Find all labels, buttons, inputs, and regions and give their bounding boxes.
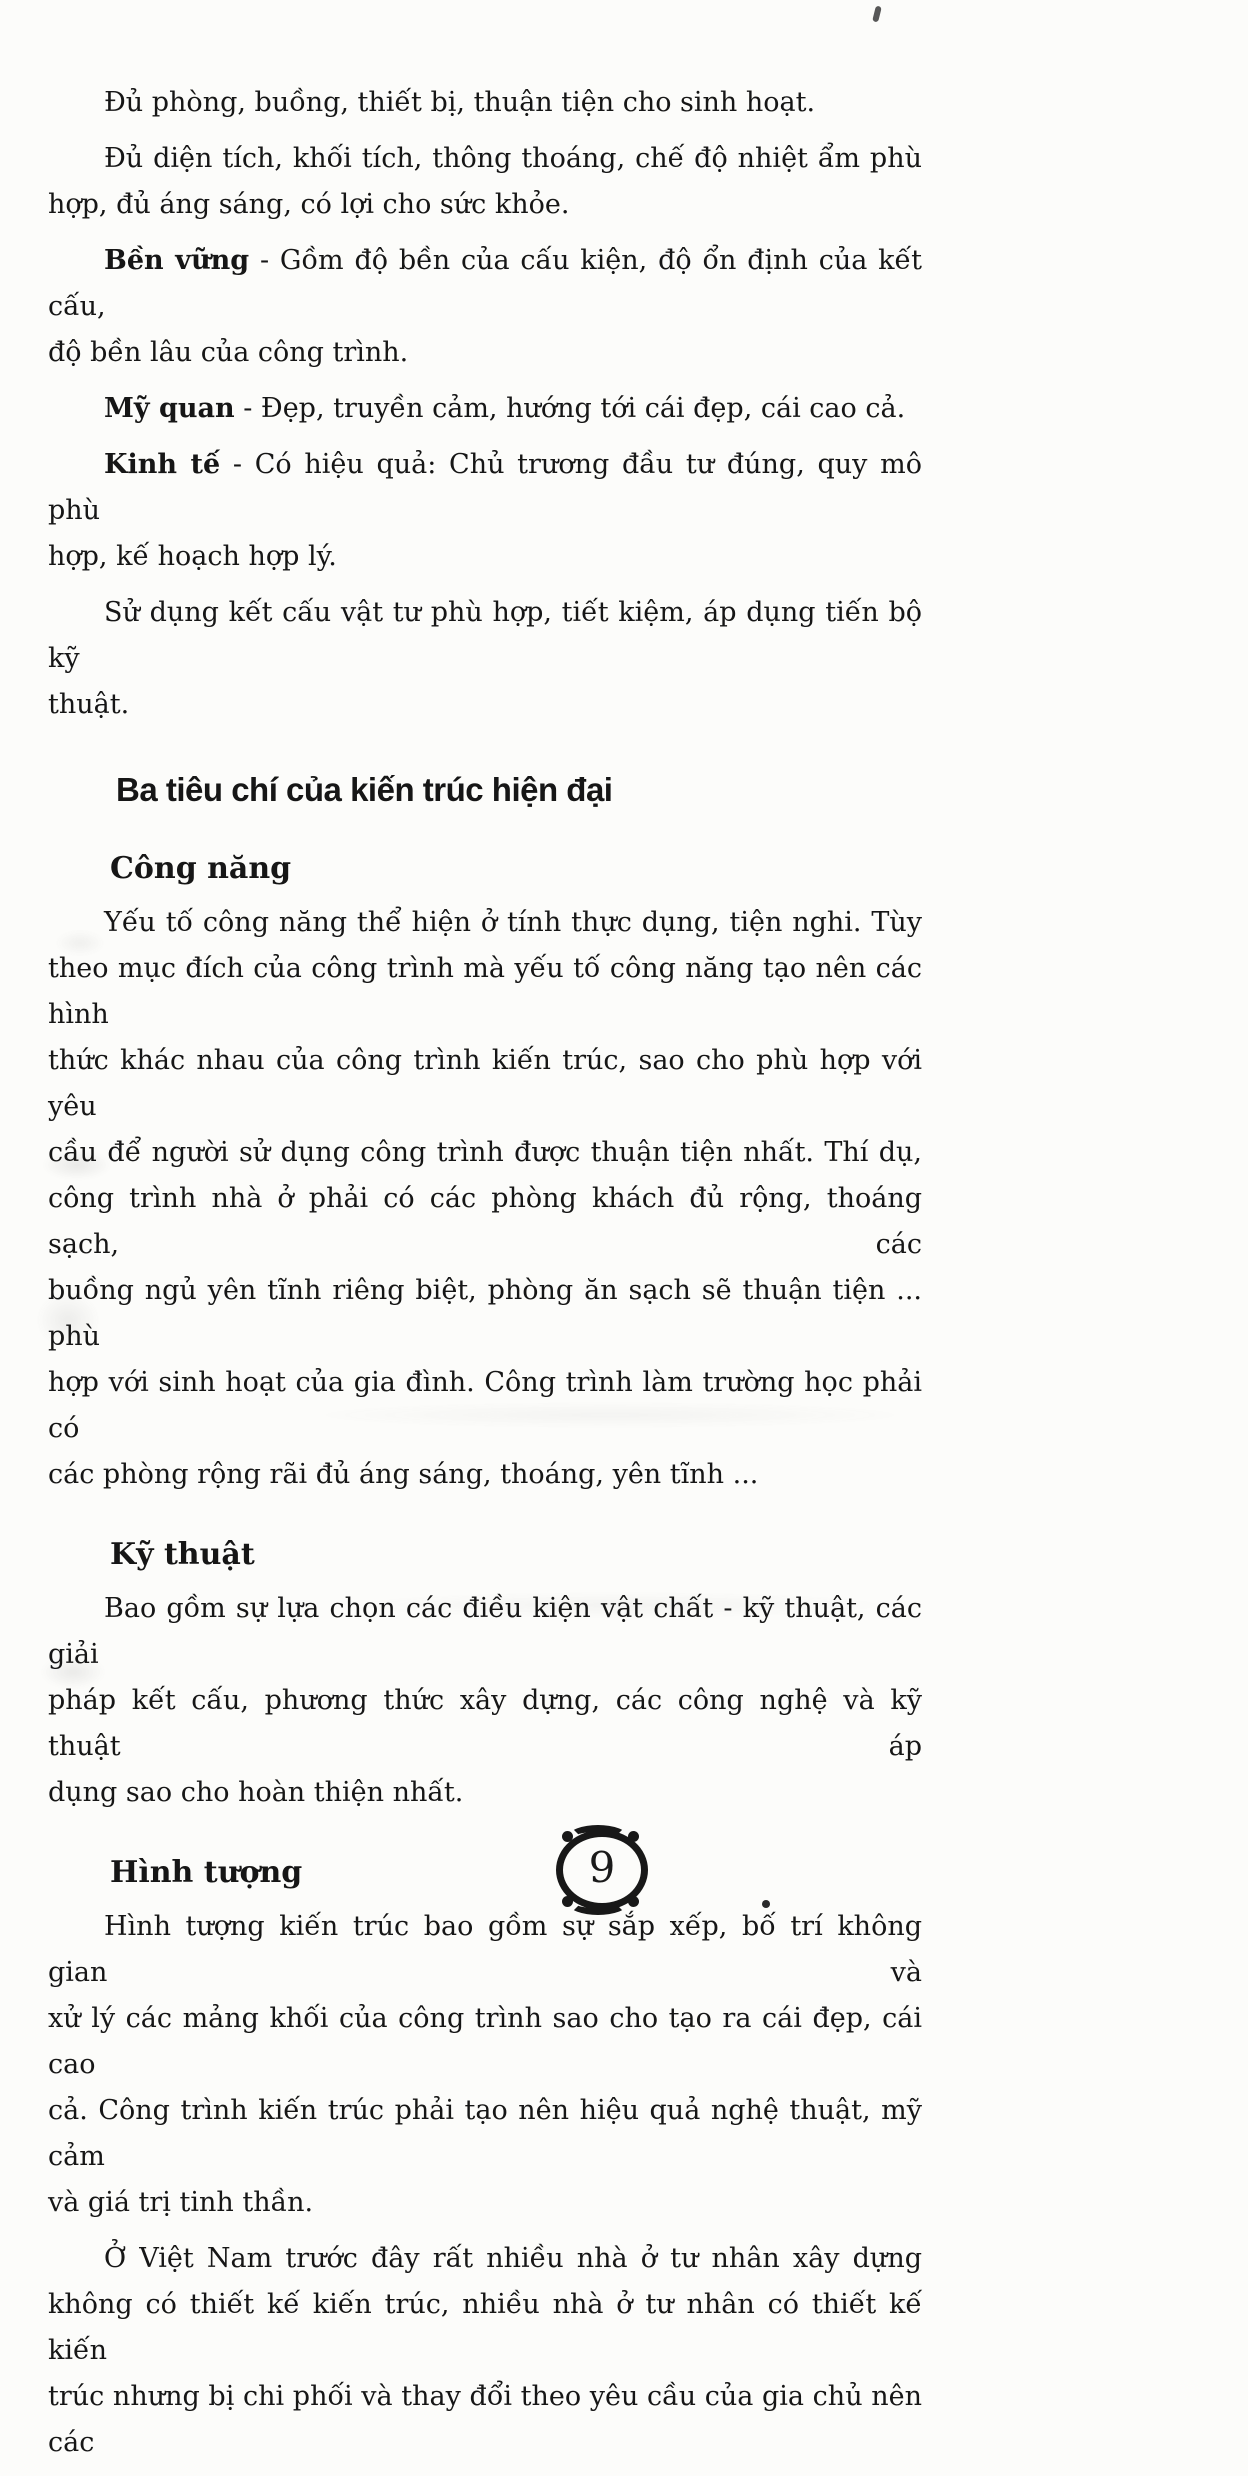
section-heading — [48, 1532, 922, 1578]
text-line: cả. Công trình kiến trúc phải tạo nên hiệu quả nghệ thuật, mỹ cảm — [48, 2095, 922, 2172]
text-line: cầu để người sử dụng công trình được thuận tiện nhất. Thí dụ, — [48, 1137, 922, 1168]
text-line: Ba tiêu chí của kiến trúc hiện đại — [116, 771, 613, 808]
paragraph — [48, 1904, 922, 2226]
text-line: Công năng — [110, 851, 292, 886]
text-line: dụng sao cho hoàn thiện nhất. — [48, 1777, 464, 1808]
section-heading — [48, 1850, 922, 1896]
text-line: công trình nhà ở phải có các phòng khách đủ rộng, thoáng sạch, các — [48, 1183, 922, 1260]
text-line: thuật. — [48, 689, 130, 720]
paragraph — [48, 590, 922, 728]
paragraph — [48, 136, 922, 228]
page-number: 9 — [588, 1843, 616, 1892]
text-line: pháp kết cấu, phương thức xây dựng, các công nghệ và kỹ thuật áp — [48, 1685, 922, 1762]
text-line: xử lý các mảng khối của công trình sao cho tạo ra cái đẹp, cái cao — [48, 2003, 922, 2080]
bold-lead: Kinh tế — [104, 449, 221, 480]
text-line: Đủ diện tích, khối tích, thông thoáng, chế độ nhiệt ẩm phù — [104, 143, 922, 174]
ornament-arc-bottom — [569, 1893, 627, 1915]
text-line: các phòng rộng rãi đủ áng sáng, thoáng, yên tĩnh ... — [48, 1459, 759, 1490]
text-line: Yếu tố công năng thể hiện ở tính thực dụng, tiện nghi. Tùy — [104, 907, 922, 938]
text-line — [48, 442, 922, 534]
ornament-dot — [628, 1896, 639, 1907]
paragraph — [48, 80, 922, 126]
text-line: Bao gồm sự lựa chọn các điều kiện vật chất - kỹ thuật, các giải — [48, 1593, 922, 1670]
text-line: Ở Việt Nam trước đây rất nhiều nhà ở tư nhân xây dựng — [104, 2243, 922, 2274]
text-line: buồng ngủ yên tĩnh riêng biệt, phòng ăn sạch sẽ thuận tiện ... phù — [48, 1275, 922, 1352]
text-line: và giá trị tinh thần. — [48, 2187, 314, 2218]
paragraph — [48, 2236, 922, 2466]
text-line: thức khác nhau của công trình kiến trúc, sao cho phù hợp với yêu — [48, 1045, 922, 1122]
ornament-dot — [562, 1896, 573, 1907]
text-line: Hình tượng — [110, 1855, 303, 1890]
text-line — [48, 238, 922, 330]
ornament-dot — [628, 1831, 639, 1842]
text-line — [48, 386, 922, 432]
text-line: theo mục đích của công trình mà yếu tố công năng tạo nên các hình — [48, 953, 922, 1030]
bold-lead: Mỹ quan — [104, 393, 235, 424]
page-number-ornament — [556, 1830, 648, 1910]
section-heading — [48, 846, 922, 892]
ornament-dot — [562, 1831, 573, 1842]
scan-speck-icon — [872, 6, 882, 23]
paragraph — [48, 238, 922, 376]
document-content — [48, 80, 922, 2476]
text-line: hợp, đủ áng sáng, có lợi cho sức khỏe. — [48, 189, 570, 220]
text-line: trúc nhưng bị chi phối và thay đổi theo yêu cầu của gia chủ nên các — [48, 2381, 922, 2458]
section-heading — [48, 768, 922, 812]
text-line: Kỹ thuật — [110, 1537, 255, 1572]
text-line: độ bền lâu của công trình. — [48, 337, 409, 368]
text-line: không có thiết kế kiến trúc, nhiều nhà ở tư nhân có thiết kế kiến — [48, 2289, 922, 2366]
text-line: Đủ phòng, buồng, thiết bị, thuận tiện cho sinh hoạt. — [104, 87, 816, 118]
text-line: hợp, kế hoạch hợp lý. — [48, 541, 337, 572]
text-line: Sử dụng kết cấu vật tư phù hợp, tiết kiệm, áp dụng tiến bộ kỹ — [48, 597, 922, 674]
line-text: - Đẹp, truyền cảm, hướng tới cái đẹp, cái cao cả. — [234, 393, 906, 424]
line-text: - Gồm độ bền của cấu kiện, độ ổn định của kết cấu, — [48, 245, 923, 322]
scan-dot — [762, 1900, 770, 1908]
paragraph — [48, 900, 922, 1498]
paragraph — [48, 442, 922, 580]
line-text: - Có hiệu quả: Chủ trương đầu tư đúng, quy mô phù — [48, 449, 922, 526]
bold-lead: Bền vững — [104, 245, 250, 276]
paragraph — [48, 386, 922, 432]
text-line: hợp với sinh hoạt của gia đình. Công trình làm trường học phải có — [48, 1367, 922, 1444]
paragraph — [48, 1586, 922, 1816]
text-line: Hình tượng kiến trúc bao gồm sự sắp xếp, bố trí không gian và — [48, 1911, 922, 1988]
